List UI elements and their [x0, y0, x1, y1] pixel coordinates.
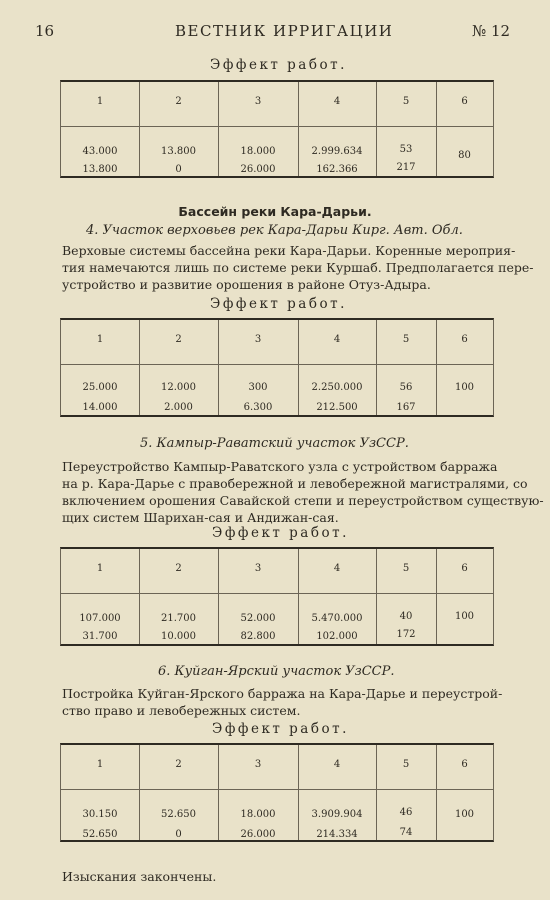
- table-cell: 13.800: [161, 146, 196, 157]
- table-cell: 0: [175, 164, 182, 175]
- table-cell: 100: [454, 809, 475, 820]
- column-number: 5: [402, 563, 410, 574]
- table-cell: 14.000: [82, 402, 118, 413]
- table-cell: 212.500: [316, 402, 358, 413]
- table-cell: 2.250.000: [311, 382, 363, 393]
- effect-table: [60, 80, 494, 178]
- effect-table: [60, 318, 494, 417]
- effect-caption: Эффект работ.: [212, 721, 349, 737]
- column-number: 6: [461, 759, 468, 770]
- column-number: 3: [254, 96, 262, 107]
- table-cell: 167: [396, 402, 416, 413]
- table-cell: 300: [248, 382, 268, 393]
- table-cell: 82.800: [240, 631, 276, 642]
- table-cell: 162.366: [316, 164, 358, 175]
- table-cell: 40: [399, 611, 413, 622]
- table-cell: 10.000: [161, 631, 196, 642]
- section-subtitle: 5. Кампыр-Раватский участок УзССР.: [140, 436, 409, 451]
- paragraph-line: Постройка Куйган-Ярского барража на Кара-Дарье и переустрой-: [62, 686, 503, 701]
- table-cell: 30.150: [82, 809, 118, 820]
- column-number: 5: [402, 334, 410, 345]
- column-number: 3: [254, 563, 262, 574]
- table-cell: 25.000: [82, 382, 118, 393]
- table-cell: 12.000: [161, 382, 196, 393]
- page-header: [0, 22, 550, 42]
- table-cell: 52.650: [161, 809, 196, 820]
- column-number: 2: [175, 563, 182, 574]
- closing-note: Изыскания закончены.: [62, 869, 217, 884]
- column-number: 2: [175, 759, 182, 770]
- table-cell: 80: [458, 150, 471, 161]
- table-cell: 217: [396, 162, 416, 173]
- column-number: 1: [96, 759, 104, 770]
- section-paragraph: [62, 685, 530, 719]
- table-cell: 52.650: [82, 829, 118, 840]
- table-cell: 26.000: [240, 164, 276, 175]
- table-cell: 53: [399, 144, 413, 155]
- effect-table: [60, 547, 494, 646]
- table-cell: 52.000: [240, 613, 276, 624]
- basin-heading: Бассейн реки Кара-Дарьи.: [178, 204, 372, 219]
- table-cell: 6.300: [243, 402, 273, 413]
- column-number: 6: [461, 96, 468, 107]
- paragraph-line: щих систем Шарихан-сая и Андижан-сая.: [62, 510, 339, 525]
- table-cell: 3.909.904: [311, 809, 363, 820]
- paragraph-line: включением орошения Савайской степи и переустройством существую-: [62, 493, 544, 508]
- effect-table: [60, 743, 494, 842]
- column-number: 4: [333, 759, 341, 770]
- column-number: 1: [96, 334, 104, 345]
- effect-caption: Эффект работ.: [210, 296, 347, 312]
- paragraph-line: тия намечаются лишь по системе реки Куршаб. Предполагается пере-: [62, 260, 534, 275]
- table-cell: 2.000: [164, 402, 193, 413]
- column-number: 6: [461, 334, 468, 345]
- table-cell: 13.800: [82, 164, 118, 175]
- table-cell: 18.000: [240, 146, 276, 157]
- table-cell: 100: [454, 382, 475, 393]
- paragraph-line: ство право и левобережных систем.: [62, 703, 301, 718]
- table-cell: 43.000: [82, 146, 118, 157]
- table-cell: 5.470.000: [311, 613, 363, 624]
- table-cell: 21.700: [161, 613, 196, 624]
- section-paragraph: [62, 458, 544, 526]
- table-cell: 46: [399, 807, 413, 818]
- column-number: 1: [96, 96, 104, 107]
- table-cell: 100: [454, 611, 475, 622]
- table-cell: 0: [175, 829, 182, 840]
- paragraph-line: устройство и развитие орошения в районе Отуз-Адыра.: [62, 277, 431, 292]
- table-cell: 172: [396, 629, 416, 640]
- table-cell: 2.999.634: [311, 146, 363, 157]
- column-number: 4: [333, 334, 341, 345]
- column-number: 6: [461, 563, 468, 574]
- table-cell: 74: [399, 827, 413, 838]
- issue-number: № 12: [472, 22, 511, 40]
- column-number: 5: [402, 759, 410, 770]
- column-number: 4: [333, 96, 341, 107]
- table-cell: 214.334: [316, 829, 358, 840]
- column-number: 2: [175, 334, 182, 345]
- column-number: 1: [96, 563, 104, 574]
- paragraph-line: Верховые системы бассейна реки Кара-Дарьи. Коренные мероприя-: [62, 243, 516, 258]
- table-cell: 26.000: [240, 829, 276, 840]
- table-cell: 31.700: [82, 631, 118, 642]
- section-subtitle: 4. Участок верховьев рек Кара-Дарьи Кирг. Авт. Обл.: [86, 223, 463, 238]
- paragraph-line: Переустройство Кампыр-Раватского узла с устройством барража: [62, 459, 498, 474]
- column-number: 3: [254, 759, 262, 770]
- effect-caption: Эффект работ.: [210, 57, 347, 73]
- table-cell: 18.000: [240, 809, 276, 820]
- column-number: 2: [175, 96, 182, 107]
- column-number: 3: [254, 334, 262, 345]
- column-number: 5: [402, 96, 410, 107]
- table-cell: 107.000: [79, 613, 121, 624]
- table-cell: 102.000: [316, 631, 358, 642]
- paragraph-line: на р. Кара-Дарье с правобережной и левобережной магистралями, со: [62, 476, 528, 491]
- section-paragraph: [62, 242, 534, 293]
- column-number: 4: [333, 563, 341, 574]
- effect-caption: Эффект работ.: [212, 525, 349, 541]
- section-subtitle: 6. Куйган-Ярский участок УзССР.: [158, 664, 395, 679]
- journal-title: ВЕСТНИК ИРРИГАЦИИ: [175, 22, 394, 40]
- table-cell: 56: [399, 382, 413, 393]
- page-number: 16: [35, 22, 55, 40]
